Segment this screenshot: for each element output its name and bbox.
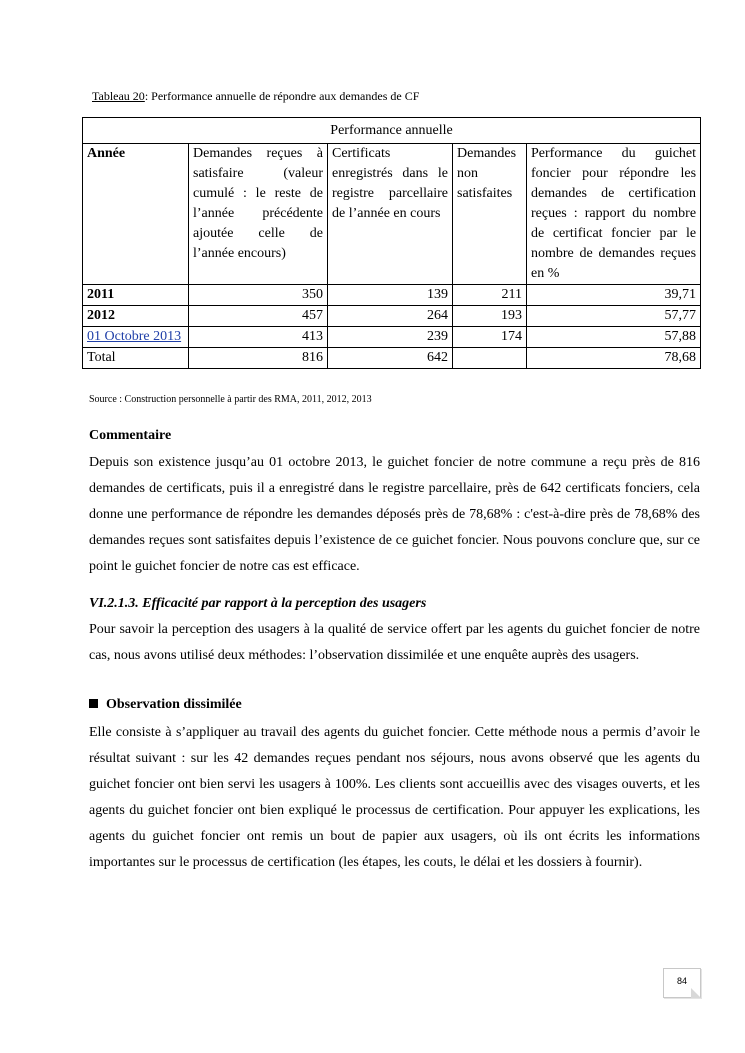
cell-demandes: 413: [189, 327, 328, 348]
table-total-row: [83, 348, 701, 369]
table-row: [83, 306, 701, 327]
cell-non-satisfaites: 174: [453, 327, 527, 348]
observation-paragraph: Elle consiste à s’appliquer au travail des agents du guichet foncier. Cette méthode nous a permis d’avoir le résultat suivant : sur les 42 demandes reçues pendant nos séjours, nous avons observé que les agents du guichet foncier ont bien servi les usagers à 100%. Les clients sont accueillis avec des visages ouverts, et les agents du guichet foncier ont bien expliqué le processus de certification. Pour appuyer les explications, les agents du guichet foncier ont remis un bout de papier aux usagers, où ils ont écrits les informations importantes sur le processus de certification (les étapes, les couts, le délai et les dossiers à fournir).: [89, 725, 700, 870]
table-row: [83, 285, 701, 306]
performance-table: [82, 117, 701, 369]
column-header-demandes: Demandes reçues à satisfaire (valeur cumulé : le reste de l’année précédente ajoutée celle de l’année encours): [189, 144, 328, 285]
cell-certificats: 239: [328, 327, 453, 348]
observation-heading: [89, 697, 242, 713]
column-header-annee: Année: [83, 144, 189, 285]
cell-total-performance: 78,68: [527, 348, 701, 369]
table-source: Source : Construction personnelle à partir des RMA, 2011, 2012, 2013: [89, 394, 372, 405]
table-header-row: [83, 144, 701, 285]
date-link[interactable]: 01 Octobre 2013: [87, 329, 182, 344]
table-caption: [92, 89, 419, 104]
cell-annee: 2012: [83, 306, 189, 327]
cell-demandes: 457: [189, 306, 328, 327]
page-fold-icon: [691, 988, 701, 998]
section-heading: VI.2.1.3. Efficacité par rapport à la perception des usagers: [89, 596, 427, 611]
cell-certificats: 139: [328, 285, 453, 306]
observation-heading-text: Observation dissimilée: [106, 697, 242, 712]
page-number: [663, 968, 701, 998]
table-group-header-row: [83, 118, 701, 144]
cell-certificats: 264: [328, 306, 453, 327]
table-group-header: Performance annuelle: [83, 118, 701, 144]
cell-annee: [83, 327, 189, 348]
commentaire-paragraph: Depuis son existence jusqu’au 01 octobre 2013, le guichet foncier de notre commune a reçu près de 816 demandes de certificats, puis il a enregistré dans le registre parcellaire, près de 642 certificats fonciers, cela donne une performance de répondre les demandes déposés près de 78,68% : c'est-à-dire près de 78,68% des demandes reçues sont satisfaites depuis l’existence de ce guichet foncier. Nous pouvons conclure que, sur ce point le guichet foncier de notre cas est efficace.: [89, 455, 700, 574]
cell-non-satisfaites: 193: [453, 306, 527, 327]
table-caption-text: : Performance annuelle de répondre aux demandes de CF: [144, 89, 420, 103]
cell-performance: 39,71: [527, 285, 701, 306]
section-paragraph: Pour savoir la perception des usagers à la qualité de service offert par les agents du guichet foncier de notre cas, nous avons utilisé deux méthodes: l’observation dissimilée et une enquête auprès des usagers.: [89, 622, 700, 663]
square-bullet-icon: [89, 699, 98, 708]
cell-demandes: 350: [189, 285, 328, 306]
column-header-non-satisfaites: Demandes non satisfaites: [453, 144, 527, 285]
cell-total-label: Total: [83, 348, 189, 369]
table-caption-ref: Tableau 20: [92, 89, 145, 103]
cell-total-non-satisfaites: [453, 348, 527, 369]
column-header-performance: Performance du guichet foncier pour répondre les demandes de certification reçues : rapport du nombre de certificat foncier par le nombre de demandes reçues en %: [527, 144, 701, 285]
cell-non-satisfaites: 211: [453, 285, 527, 306]
commentaire-heading: Commentaire: [89, 428, 172, 443]
column-header-certificats: Certificats enregistrés dans le registre parcellaire de l’année en cours: [328, 144, 453, 285]
cell-performance: 57,88: [527, 327, 701, 348]
cell-total-certificats: 642: [328, 348, 453, 369]
cell-performance: 57,77: [527, 306, 701, 327]
cell-total-demandes: 816: [189, 348, 328, 369]
cell-annee: 2011: [83, 285, 189, 306]
table-row: [83, 327, 701, 348]
page-number-text: 84: [676, 976, 687, 986]
